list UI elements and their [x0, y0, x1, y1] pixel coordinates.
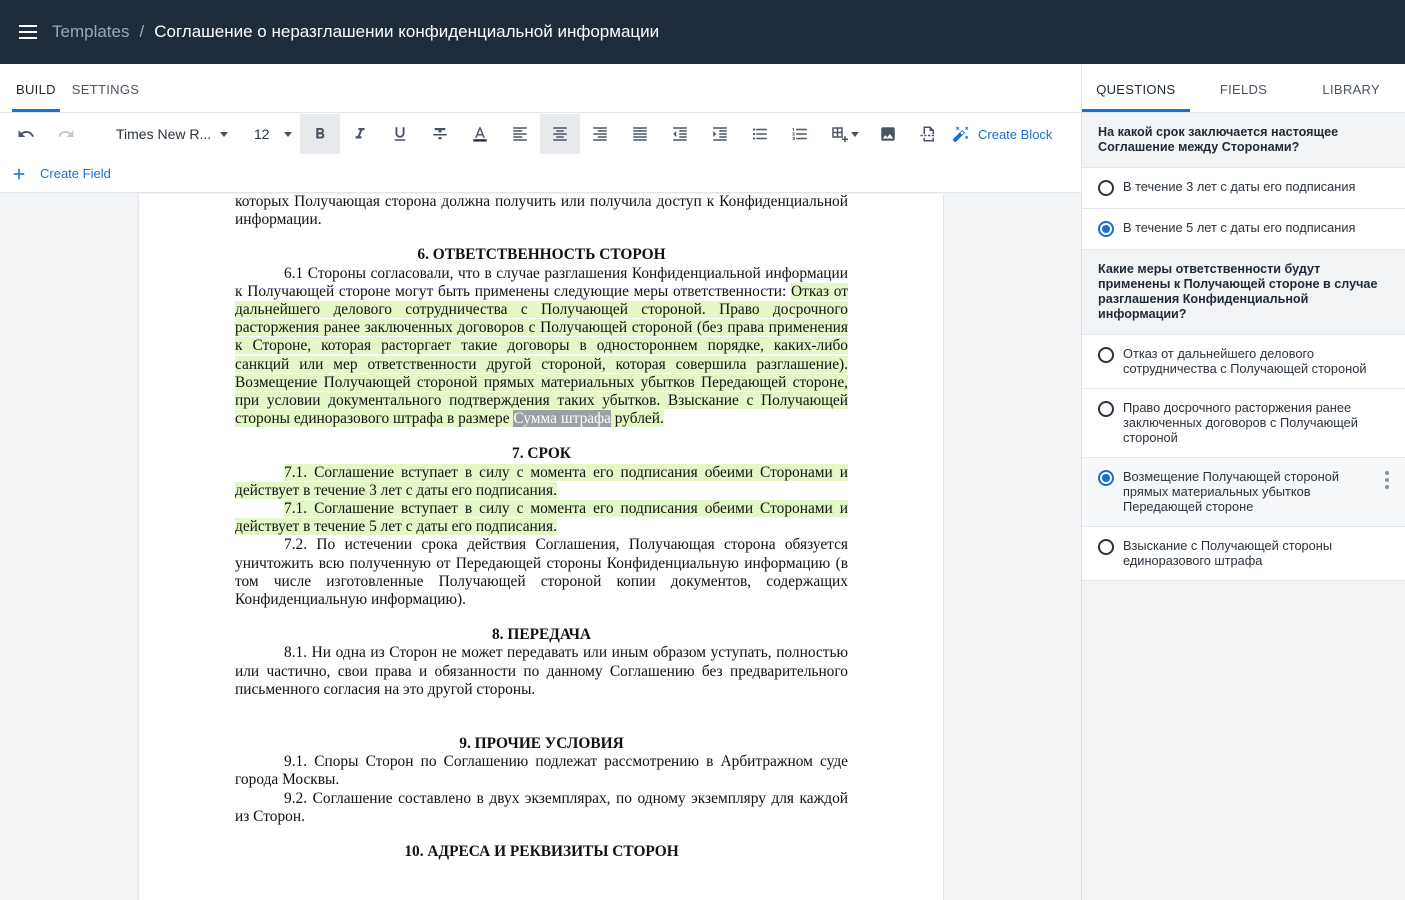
undo-button[interactable]	[6, 114, 46, 154]
document-body[interactable]	[235, 194, 848, 861]
align-right-icon	[591, 125, 609, 143]
answer-option-label: Право досрочного расторжения ранее заключенных договоров с Получающей стороной	[1123, 400, 1358, 445]
doc-heading-7: 7. СРОК	[512, 445, 571, 463]
side-tabs	[1082, 64, 1405, 113]
redo-button[interactable]	[46, 114, 86, 154]
doc-text: 6.1 Стороны согласовали, что в случае разглашения Конфиденциальной информации к Получающей стороне могут быть применены следующие меры ответственности:	[235, 264, 848, 300]
doc-block-term-5[interactable]: 7.1. Соглашение вступает в силу с момента его подписания обеими Сторонами и действует в течение 5 лет с даты его подписания.	[235, 500, 848, 536]
align-center-button[interactable]	[540, 114, 580, 154]
create-field-label: Create Field	[40, 166, 111, 181]
answer-option-label: Отказ от дальнейшего делового сотрудничества с Получающей стороной	[1123, 346, 1367, 376]
doc-block-damages[interactable]: Возмещение Получающей стороной прямых материальных убытков Передающей стороне, при условии документального подтверждения таких убытков.	[235, 373, 848, 410]
answer-option-label: В течение 5 лет с даты его подписания	[1123, 220, 1356, 235]
chevron-down-icon	[851, 132, 859, 137]
answer-option[interactable]	[1082, 335, 1405, 389]
answer-option-label: Взыскание с Получающей стороны единоразового штрафа	[1123, 538, 1333, 568]
doc-paragraph-8-1: 8.1. Ни одна из Сторон не может передавать или иным образом уступать, полностью или частично, свои права и обязанности по данному Соглашению без предварительного письменного согласия на это другой стороны.	[235, 644, 848, 698]
text-color-button[interactable]	[460, 114, 500, 154]
breadcrumb-separator: /	[139, 22, 145, 41]
doc-heading-9: 9. ПРОЧИЕ УСЛОВИЯ	[459, 735, 624, 753]
create-block-label: Create Block	[978, 126, 1053, 142]
insert-table-button[interactable]	[820, 114, 868, 154]
doc-paragraph-9-1: 9.1. Споры Сторон по Соглашению подлежат рассмотрению в Арбитражном суде города Москвы.	[235, 753, 848, 789]
answer-option-label: Возмещение Получающей стороной прямых материальных убытков Передающей стороне	[1123, 469, 1339, 514]
doc-paragraph-6-1	[235, 265, 848, 429]
doc-spacer	[235, 699, 848, 735]
answer-option[interactable]	[1082, 527, 1405, 581]
more-options-icon[interactable]	[1385, 471, 1389, 489]
create-block-button[interactable]	[952, 125, 1052, 143]
field-penalty-amount[interactable]: Сумма штрафа	[513, 410, 611, 428]
doc-text: рублей.	[610, 410, 664, 428]
page-title: Соглашение о неразглашении конфиденциальной информации	[154, 22, 660, 41]
editor-panel	[0, 64, 1082, 900]
doc-paragraph-7-1-a	[235, 464, 848, 500]
radio-button[interactable]	[1098, 347, 1114, 363]
tab-build[interactable]: BUILD	[8, 82, 64, 112]
image-icon	[879, 125, 897, 143]
font-size-value: 12	[254, 126, 270, 142]
page-break-button[interactable]	[908, 114, 948, 154]
doc-heading-8: 8. ПЕРЕДАЧА	[491, 626, 592, 644]
undo-icon	[17, 125, 35, 143]
tab-library[interactable]: LIBRARY	[1322, 82, 1380, 97]
tab-questions[interactable]: QUESTIONS	[1082, 64, 1190, 112]
doc-paragraph: которых Получающая сторона должна получить или получила доступ к Конфиденциальной информации.	[235, 194, 848, 229]
doc-block-termination[interactable]: Право досрочного расторжения ранее заключенных договоров с Получающей стороной (без права применения к Стороне, которая расторгает такие договоры в одностороннем порядке, каких-либо санкций или мер ответственности другой стороной, которая совершила разглашение).	[235, 301, 848, 373]
numbered-list-button[interactable]	[780, 114, 820, 154]
app-header	[0, 0, 1405, 64]
doc-paragraph-9-2: 9.2. Соглашение составлено в двух экземплярах, по одному экземпляру для каждой из Сторон.	[235, 789, 848, 825]
font-family-value: Times New R...	[116, 126, 212, 142]
outdent-icon	[671, 125, 689, 143]
underline-button[interactable]	[380, 114, 420, 154]
document-scroll-area[interactable]	[0, 194, 1081, 900]
format-toolbar	[0, 113, 1081, 155]
align-right-button[interactable]	[580, 114, 620, 154]
doc-paragraph-7-2: 7.2. По истечении срока действия Соглашения, Получающая сторона обязуется уничтожить всю полученную от Передающей стороны Конфиденциальную информацию (в том числе изготовленные Получающей стороной копии документов, содержащих Конфиденциальную информацию).	[235, 536, 848, 609]
answer-option[interactable]	[1082, 168, 1405, 209]
align-justify-icon	[631, 125, 649, 143]
question-title: На какой срок заключается настоящее Соглашение между Сторонами?	[1082, 113, 1405, 168]
bold-icon	[311, 125, 329, 143]
doc-text: Взыскание с Получающей стороны единоразового штрафа в размере	[235, 392, 848, 428]
indent-icon	[711, 125, 729, 143]
question-title: Какие меры ответственности будут применены к Получающей стороне в случае разглашения Конфиденциальной информации?	[1082, 250, 1405, 335]
doc-heading-6: 6. ОТВЕТСТВЕННОСТЬ СТОРОН	[417, 246, 666, 264]
indent-button[interactable]	[700, 114, 740, 154]
tab-settings[interactable]: SETTINGS	[71, 82, 140, 97]
radio-button[interactable]	[1098, 539, 1114, 555]
chevron-down-icon	[284, 132, 292, 137]
table-icon	[830, 125, 848, 143]
bullet-list-button[interactable]	[740, 114, 780, 154]
insert-image-button[interactable]	[868, 114, 908, 154]
answer-option-label: В течение 3 лет с даты его подписания	[1123, 179, 1356, 194]
align-center-icon	[551, 125, 569, 143]
chevron-down-icon	[220, 132, 228, 137]
breadcrumb-templates-link[interactable]: Templates	[52, 22, 130, 41]
font-family-select[interactable]	[100, 114, 240, 154]
underline-icon	[391, 125, 409, 143]
radio-button[interactable]	[1098, 180, 1114, 196]
numbered-list-icon	[791, 125, 809, 143]
magic-wand-icon	[952, 125, 970, 143]
document-page	[138, 194, 944, 900]
menu-button[interactable]	[0, 0, 56, 64]
doc-block-term-3[interactable]: 7.1. Соглашение вступает в силу с момента его подписания обеими Сторонами и действует в течение 3 лет с даты его подписания.	[235, 463, 848, 499]
questions-panel	[1082, 64, 1405, 900]
editor-tabs	[0, 64, 1081, 113]
italic-icon	[351, 125, 369, 143]
radio-button[interactable]	[1098, 401, 1114, 417]
align-left-button[interactable]	[500, 114, 540, 154]
strikethrough-icon	[431, 125, 449, 143]
answer-option[interactable]	[1082, 458, 1405, 527]
radio-button[interactable]	[1098, 221, 1114, 237]
tab-fields[interactable]: FIELDS	[1219, 82, 1268, 97]
text-color-icon	[471, 125, 489, 143]
hamburger-icon	[19, 25, 37, 39]
italic-button[interactable]	[340, 114, 380, 154]
radio-button[interactable]	[1098, 470, 1114, 486]
doc-paragraph-7-1-b	[235, 500, 848, 536]
bullet-list-icon	[751, 125, 769, 143]
plus-icon	[10, 165, 28, 183]
doc-heading-10: 10. АДРЕСА И РЕКВИЗИТЫ СТОРОН	[404, 843, 679, 861]
font-size-select[interactable]	[246, 114, 300, 154]
outdent-button[interactable]	[660, 114, 700, 154]
answer-option[interactable]	[1082, 389, 1405, 458]
align-justify-button[interactable]	[620, 114, 660, 154]
strikethrough-button[interactable]	[420, 114, 460, 154]
page-break-icon	[919, 125, 937, 143]
bold-button[interactable]	[300, 114, 340, 154]
doc-block-refusal[interactable]: Отказ от дальнейшего делового сотрудничества с Получающей стороной.	[235, 282, 848, 319]
align-left-icon	[511, 125, 529, 143]
create-field-button[interactable]	[0, 155, 1081, 193]
answer-option[interactable]	[1082, 209, 1405, 250]
redo-icon	[57, 125, 75, 143]
